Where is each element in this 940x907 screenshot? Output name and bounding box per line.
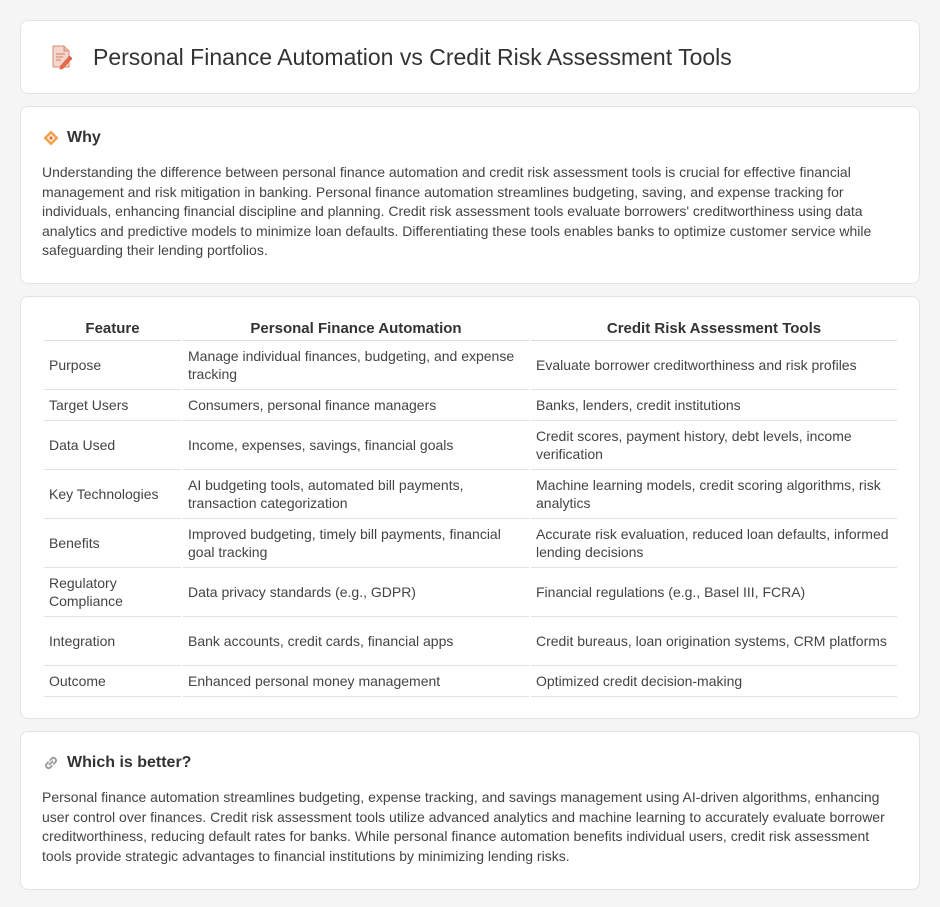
document-pencil-icon (47, 43, 75, 71)
pfa-cell: Income, expenses, savings, financial goals (183, 421, 529, 470)
table-row (44, 390, 897, 421)
why-section (20, 106, 920, 284)
comparison-table-card (20, 296, 920, 719)
cra-cell: Optimized credit decision-making (531, 666, 897, 697)
comparison-table (42, 319, 899, 697)
cra-cell: Financial regulations (e.g., Basel III, FCRA) (531, 568, 897, 617)
header-card (20, 20, 920, 94)
pfa-cell: Data privacy standards (e.g., GDPR) (183, 568, 529, 617)
header-credit-risk-assessment-tools: Credit Risk Assessment Tools (531, 319, 897, 341)
pfa-cell: Improved budgeting, timely bill payments, financial goal tracking (183, 519, 529, 568)
feature-cell: Data Used (44, 421, 181, 470)
cra-cell: Machine learning models, credit scoring algorithms, risk analytics (531, 470, 897, 519)
feature-cell: Target Users (44, 390, 181, 421)
cra-cell: Banks, lenders, credit institutions (531, 390, 897, 421)
why-title: Why (67, 129, 101, 146)
pfa-cell: Bank accounts, credit cards, financial apps (183, 617, 529, 666)
cra-cell: Credit scores, payment history, debt levels, income verification (531, 421, 897, 470)
better-text: Personal finance automation streamlines budgeting, expense tracking, and savings management using AI-driven algorithms, enhancing user control over finances. Credit risk assessment tools utilize advanced analytics and machine learning to accurately evaluate borrower creditworthiness, reducing default rates for banks. While personal finance automation benefits individual users, credit risk assessment tools provide strategic advantages to financial institutions by minimizing lending risks. (42, 789, 885, 864)
better-title: Which is better? (67, 754, 192, 771)
why-text: Understanding the difference between personal finance automation and credit risk assessment tools is crucial for effective financial management and risk mitigation in banking. Personal finance automation streamlines budgeting, saving, and expense tracking for individuals, enhancing financial discipline and planning. Credit risk assessment tools evaluate borrowers' creditworthiness using data analytics and predictive models to minimize loan defaults. Differentiating these tools enables banks to optimize customer service while safeguarding their lending portfolios. (42, 164, 872, 259)
table-row (44, 519, 897, 568)
table-row (44, 568, 897, 617)
pfa-cell: Consumers, personal finance managers (183, 390, 529, 421)
pfa-cell: AI budgeting tools, automated bill payments, transaction categorization (183, 470, 529, 519)
diamond-sparkle-icon (42, 129, 60, 147)
feature-cell: Regulatory Compliance (44, 568, 181, 617)
feature-cell: Integration (44, 617, 181, 666)
better-heading (42, 754, 898, 772)
cra-cell: Accurate risk evaluation, reduced loan defaults, informed lending decisions (531, 519, 897, 568)
header-feature: Feature (44, 319, 181, 341)
table-row (44, 421, 897, 470)
why-heading (42, 129, 898, 147)
cra-cell: Credit bureaus, loan origination systems, CRM platforms (531, 617, 897, 666)
feature-cell: Benefits (44, 519, 181, 568)
pfa-cell: Enhanced personal money management (183, 666, 529, 697)
table-row (44, 470, 897, 519)
which-is-better-section (20, 731, 920, 890)
feature-cell: Purpose (44, 341, 181, 390)
cra-cell: Evaluate borrower creditworthiness and risk profiles (531, 341, 897, 390)
table-row (44, 341, 897, 390)
feature-cell: Key Technologies (44, 470, 181, 519)
table-row (44, 617, 897, 666)
header-personal-finance-automation: Personal Finance Automation (183, 319, 529, 341)
table-header-row (44, 319, 897, 341)
pfa-cell: Manage individual finances, budgeting, and expense tracking (183, 341, 529, 390)
link-icon (42, 754, 60, 772)
feature-cell: Outcome (44, 666, 181, 697)
page-title: Personal Finance Automation vs Credit Risk Assessment Tools (93, 43, 732, 70)
table-row (44, 666, 897, 697)
